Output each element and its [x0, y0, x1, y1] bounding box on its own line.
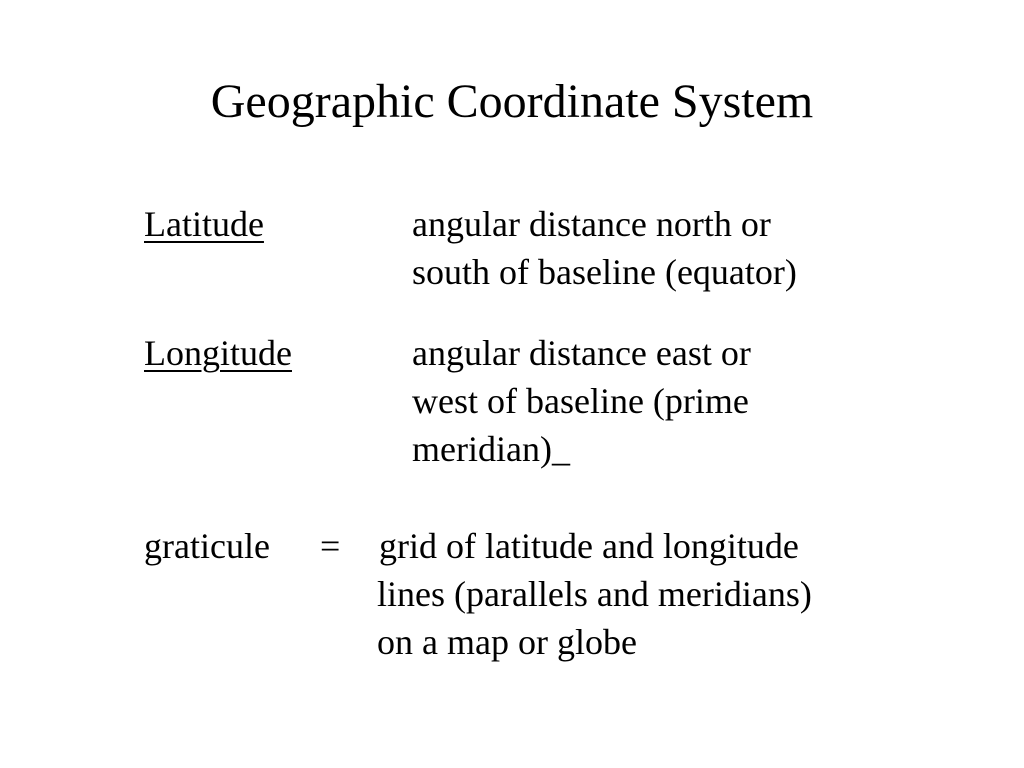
- definition-latitude: [412, 200, 797, 296]
- definition-graticule: [377, 522, 812, 666]
- slide-title: Geographic Coordinate System: [210, 75, 814, 128]
- definition-line: lines (parallels and meridians): [377, 574, 812, 614]
- definition-line: angular distance north or: [412, 204, 771, 244]
- definition-line: angular distance east or: [412, 333, 751, 373]
- term-longitude: Longitude: [144, 333, 292, 373]
- definition-line: meridian)_: [412, 429, 570, 469]
- term-latitude: Latitude: [144, 204, 264, 244]
- equals-sign: =: [320, 526, 341, 566]
- definition-line: grid of latitude and longitude: [379, 526, 799, 566]
- definition-line: south of baseline (equator): [412, 252, 797, 292]
- definition-line: on a map or globe: [377, 622, 637, 662]
- definition-line: west of baseline (prime: [412, 381, 749, 421]
- definition-longitude: [412, 329, 751, 473]
- term-graticule: graticule: [144, 526, 270, 566]
